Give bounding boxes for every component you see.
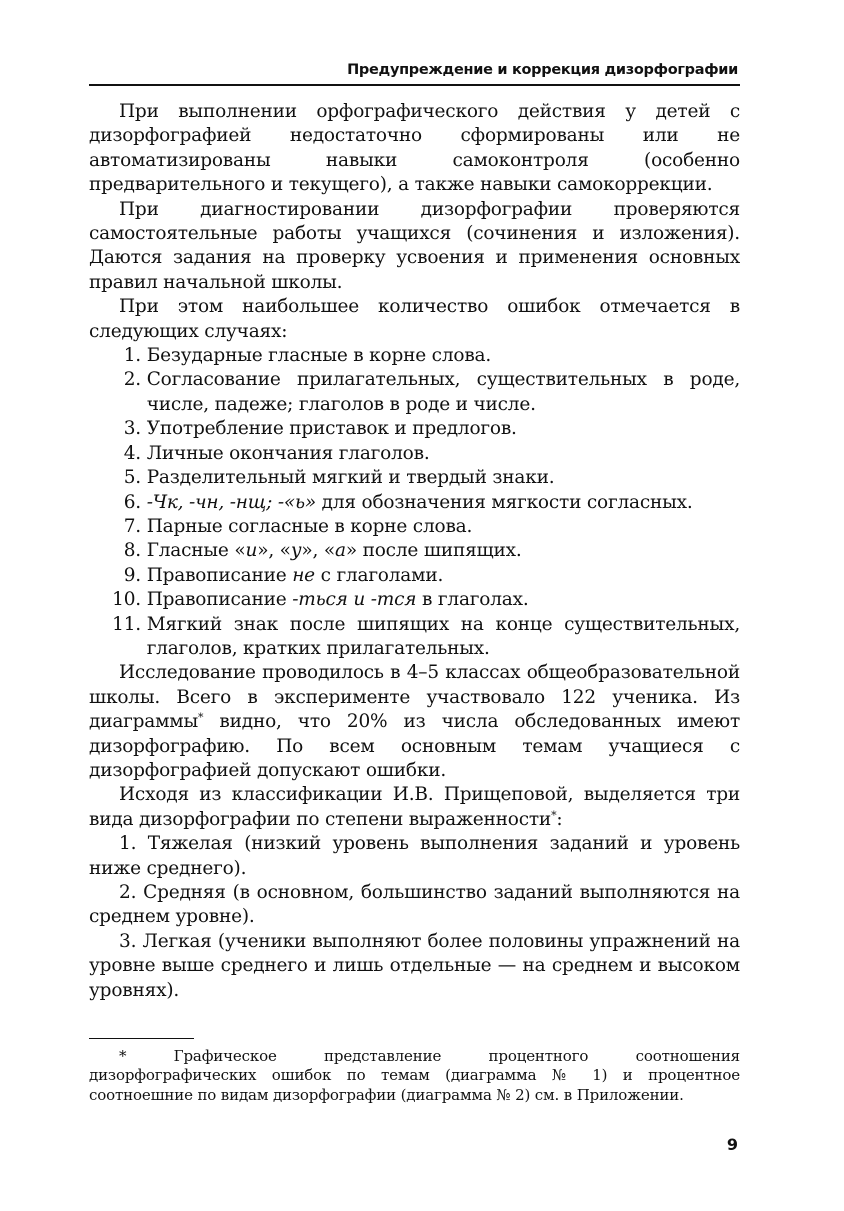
paragraph-diagnostics: При диагностировании дизорфографии проверяются самостоятельные работы учащихся (сочинения и изложения). Даются задания на проверку усвоения и применения основных правил начальной школы. [89,198,740,293]
list-item: 6. -Чк, -чн, -нщ; -«ь» для обозначения мягкости согласных. [123,491,693,513]
list-item: 5. Разделительный мягкий и твердый знаки. [123,467,555,489]
header-rule [89,84,740,86]
list-item: 1. Безударные гласные в корне слова. [123,345,492,367]
list-item: 3. Употребление приставок и предлогов. [123,418,517,440]
list-item: 4. Личные окончания глаголов. [123,442,430,464]
footnote-text: * Графическое представление процентного соотношения дизорфографических ошибок по темам (диаграмма № 1) и процентное соотноешние по видам дизорфографии (диаграмма № 2) см. в Приложении. [89,1047,740,1104]
list-item: 2. Согласование прилагательных, существительных в роде, числе, падеже; глаголов в роде и числе. [123,369,740,415]
list-item: 7. Парные согласные в корне слова. [123,515,473,537]
degree-mild: 3. Легкая (ученики выполняют более половины упражнений на уровне выше среднего и лишь отдельные — на среднем и высоком уровнях). [89,930,740,1001]
footnote-rule [89,1038,194,1039]
paragraph-research: Исследование проводилось в 4–5 классах общеобразовательной школы. Всего в эксперименте участвовало 122 ученика. Из диаграммы* видно, что 20% из числа обследованных имеют дизорфографию. По всем основным темам учащиеся с дизорфографией допускают ошибки. [89,662,740,781]
paragraph-self-control: При выполнении орфографического действия у детей с дизорфографией недостаточно сформированы или не автоматизированы навыки самоконтроля (особенно предварительного и текущего), а также навыки самокоррекции. [89,101,740,196]
footnote [89,1047,740,1105]
error-cases-list [89,344,740,661]
paragraph-classification: Исходя из классификации И.В. Прищеповой, выделяется три вида дизорфографии по степени выраженности*: [89,784,740,830]
list-item: 8. Гласные «и», «у», «а» после шипящих. [123,540,522,562]
degree-moderate: 2. Средняя (в основном, большинство заданий выполняются на среднем уровне). [89,882,740,928]
list-item: 9. Правописание не с глаголами. [123,564,444,586]
paragraph-error-cases-intro: При этом наибольшее количество ошибок отмечается в следующих случаях: [89,296,740,342]
list-item: 10. Правописание -ться и -тся в глаголах. [112,589,529,611]
degree-severe: 1. Тяжелая (низкий уровень выполнения заданий и уровень ниже среднего). [89,833,740,879]
footnote-marker: * [198,711,204,725]
list-item: 11. Мягкий знак после шипящих на конце существительных, глаголов, кратких прилагательных. [112,613,740,659]
footnote-marker: * [551,808,557,822]
main-text [89,100,740,1003]
page-number: 9 [726,1135,738,1154]
header-title: Предупреждение и коррекция дизорфографии [347,62,738,78]
